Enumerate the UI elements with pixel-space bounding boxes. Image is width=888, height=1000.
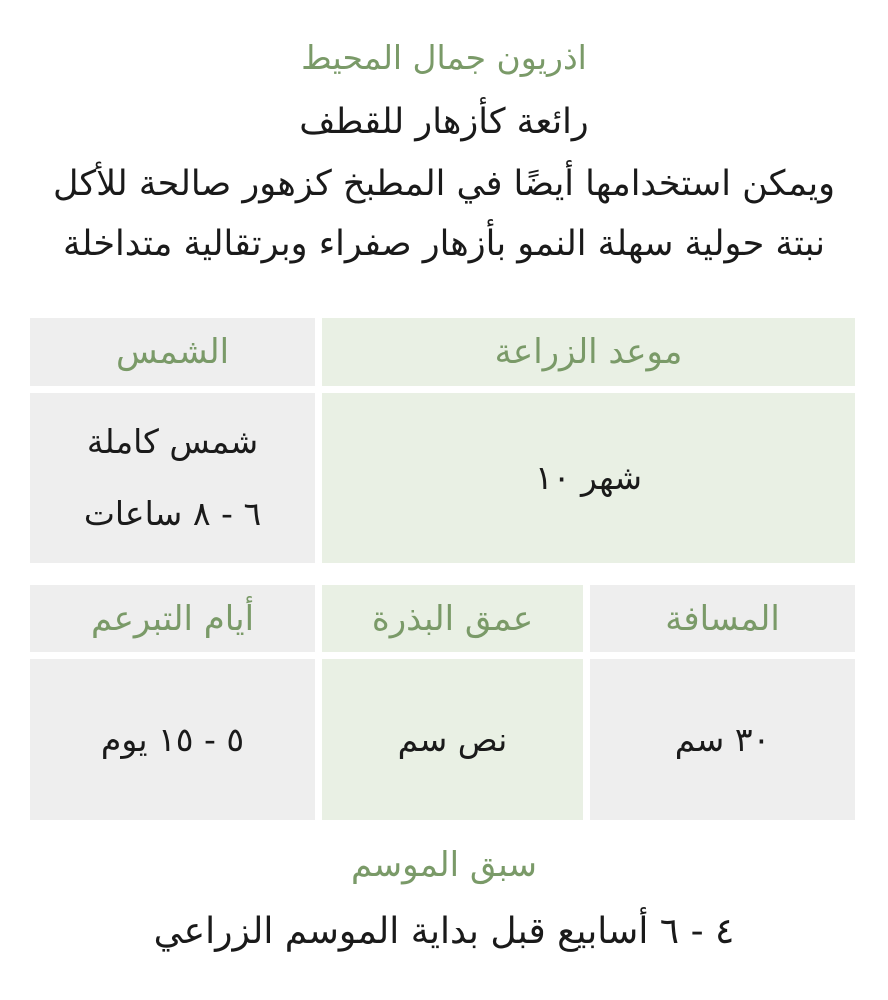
spacing-cell (590, 659, 855, 820)
germination-value: ٥ - ١٥ يوم (100, 719, 245, 759)
planting-time-value: شهر ١٠ (535, 458, 643, 497)
description-line-3: نبتة حولية سهلة النمو بأزهار صفراء وبرتقالية متداخلة (63, 224, 825, 264)
planting-time-cell (322, 393, 855, 563)
season-value: ٤ - ٦ أسابيع قبل بداية الموسم الزراعي (153, 911, 735, 952)
season-label: سبق الموسم (350, 845, 538, 885)
planting-time-label: موعد الزراعة (494, 332, 683, 372)
sun-value-line-2: ٦ - ٨ ساعات (83, 494, 262, 533)
sun-header (30, 318, 315, 386)
description-line-2: ويمكن استخدامها أيضًا في المطبخ كزهور صالحة للأكل (53, 164, 835, 204)
seed-depth-cell (322, 659, 583, 820)
seed-depth-header (322, 585, 583, 652)
planting-time-header (322, 318, 855, 386)
seed-depth-label: عمق البذرة (371, 598, 534, 639)
germination-cell (30, 659, 315, 820)
plant-name: اذريون جمال المحيط (301, 38, 587, 77)
sun-label: الشمس (115, 332, 230, 372)
spacing-header (590, 585, 855, 652)
germination-label: أيام التبرعم (90, 598, 255, 639)
seed-depth-value: نص سم (397, 719, 508, 759)
spacing-value: ٣٠ سم (674, 719, 771, 759)
sun-value-line-1: شمس كاملة (86, 422, 259, 461)
sun-cell (30, 393, 315, 563)
description-line-1: رائعة كأزهار للقطف (299, 102, 589, 142)
germination-header (30, 585, 315, 652)
spacing-label: المسافة (665, 598, 780, 639)
